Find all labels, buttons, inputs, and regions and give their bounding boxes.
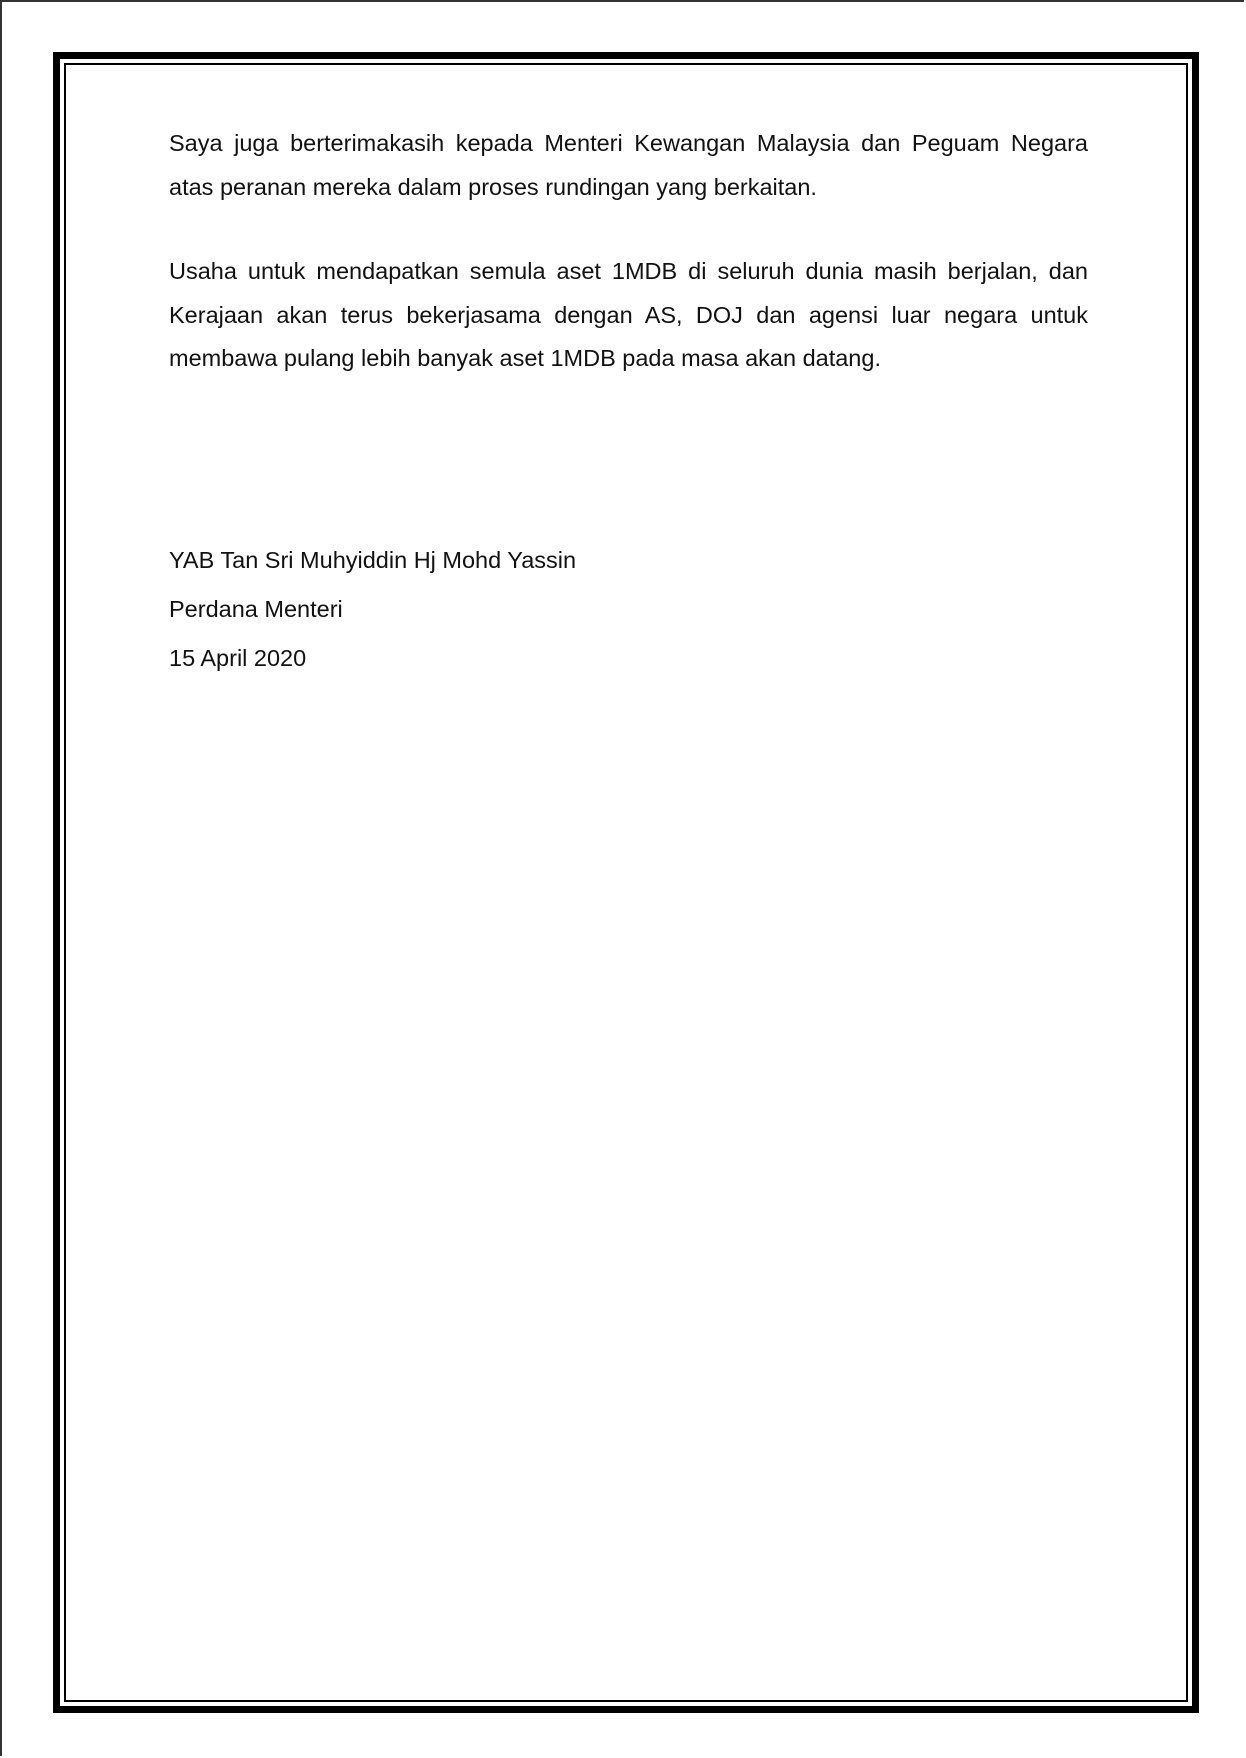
letter-body <box>169 122 1088 381</box>
signatory-title: Perdana Menteri <box>169 596 343 622</box>
signature-block <box>169 536 576 683</box>
paragraph-asset-recovery: Usaha untuk mendapatkan semula aset 1MDB di seluruh dunia masih berjalan, dan Kerajaan akan terus bekerjasama dengan AS, DOJ dan agensi luar negara untuk membawa pulang lebih banyak aset 1MDB pada masa akan datang. <box>169 258 1088 371</box>
letter-date: 15 April 2020 <box>169 645 307 671</box>
signatory-name: YAB Tan Sri Muhyiddin Hj Mohd Yassin <box>169 547 577 573</box>
paragraph-thanks: Saya juga berterimakasih kepada Menteri Kewangan Malaysia dan Peguam Negara atas peranan mereka dalam proses rundingan yang berkaitan. <box>169 130 1088 200</box>
